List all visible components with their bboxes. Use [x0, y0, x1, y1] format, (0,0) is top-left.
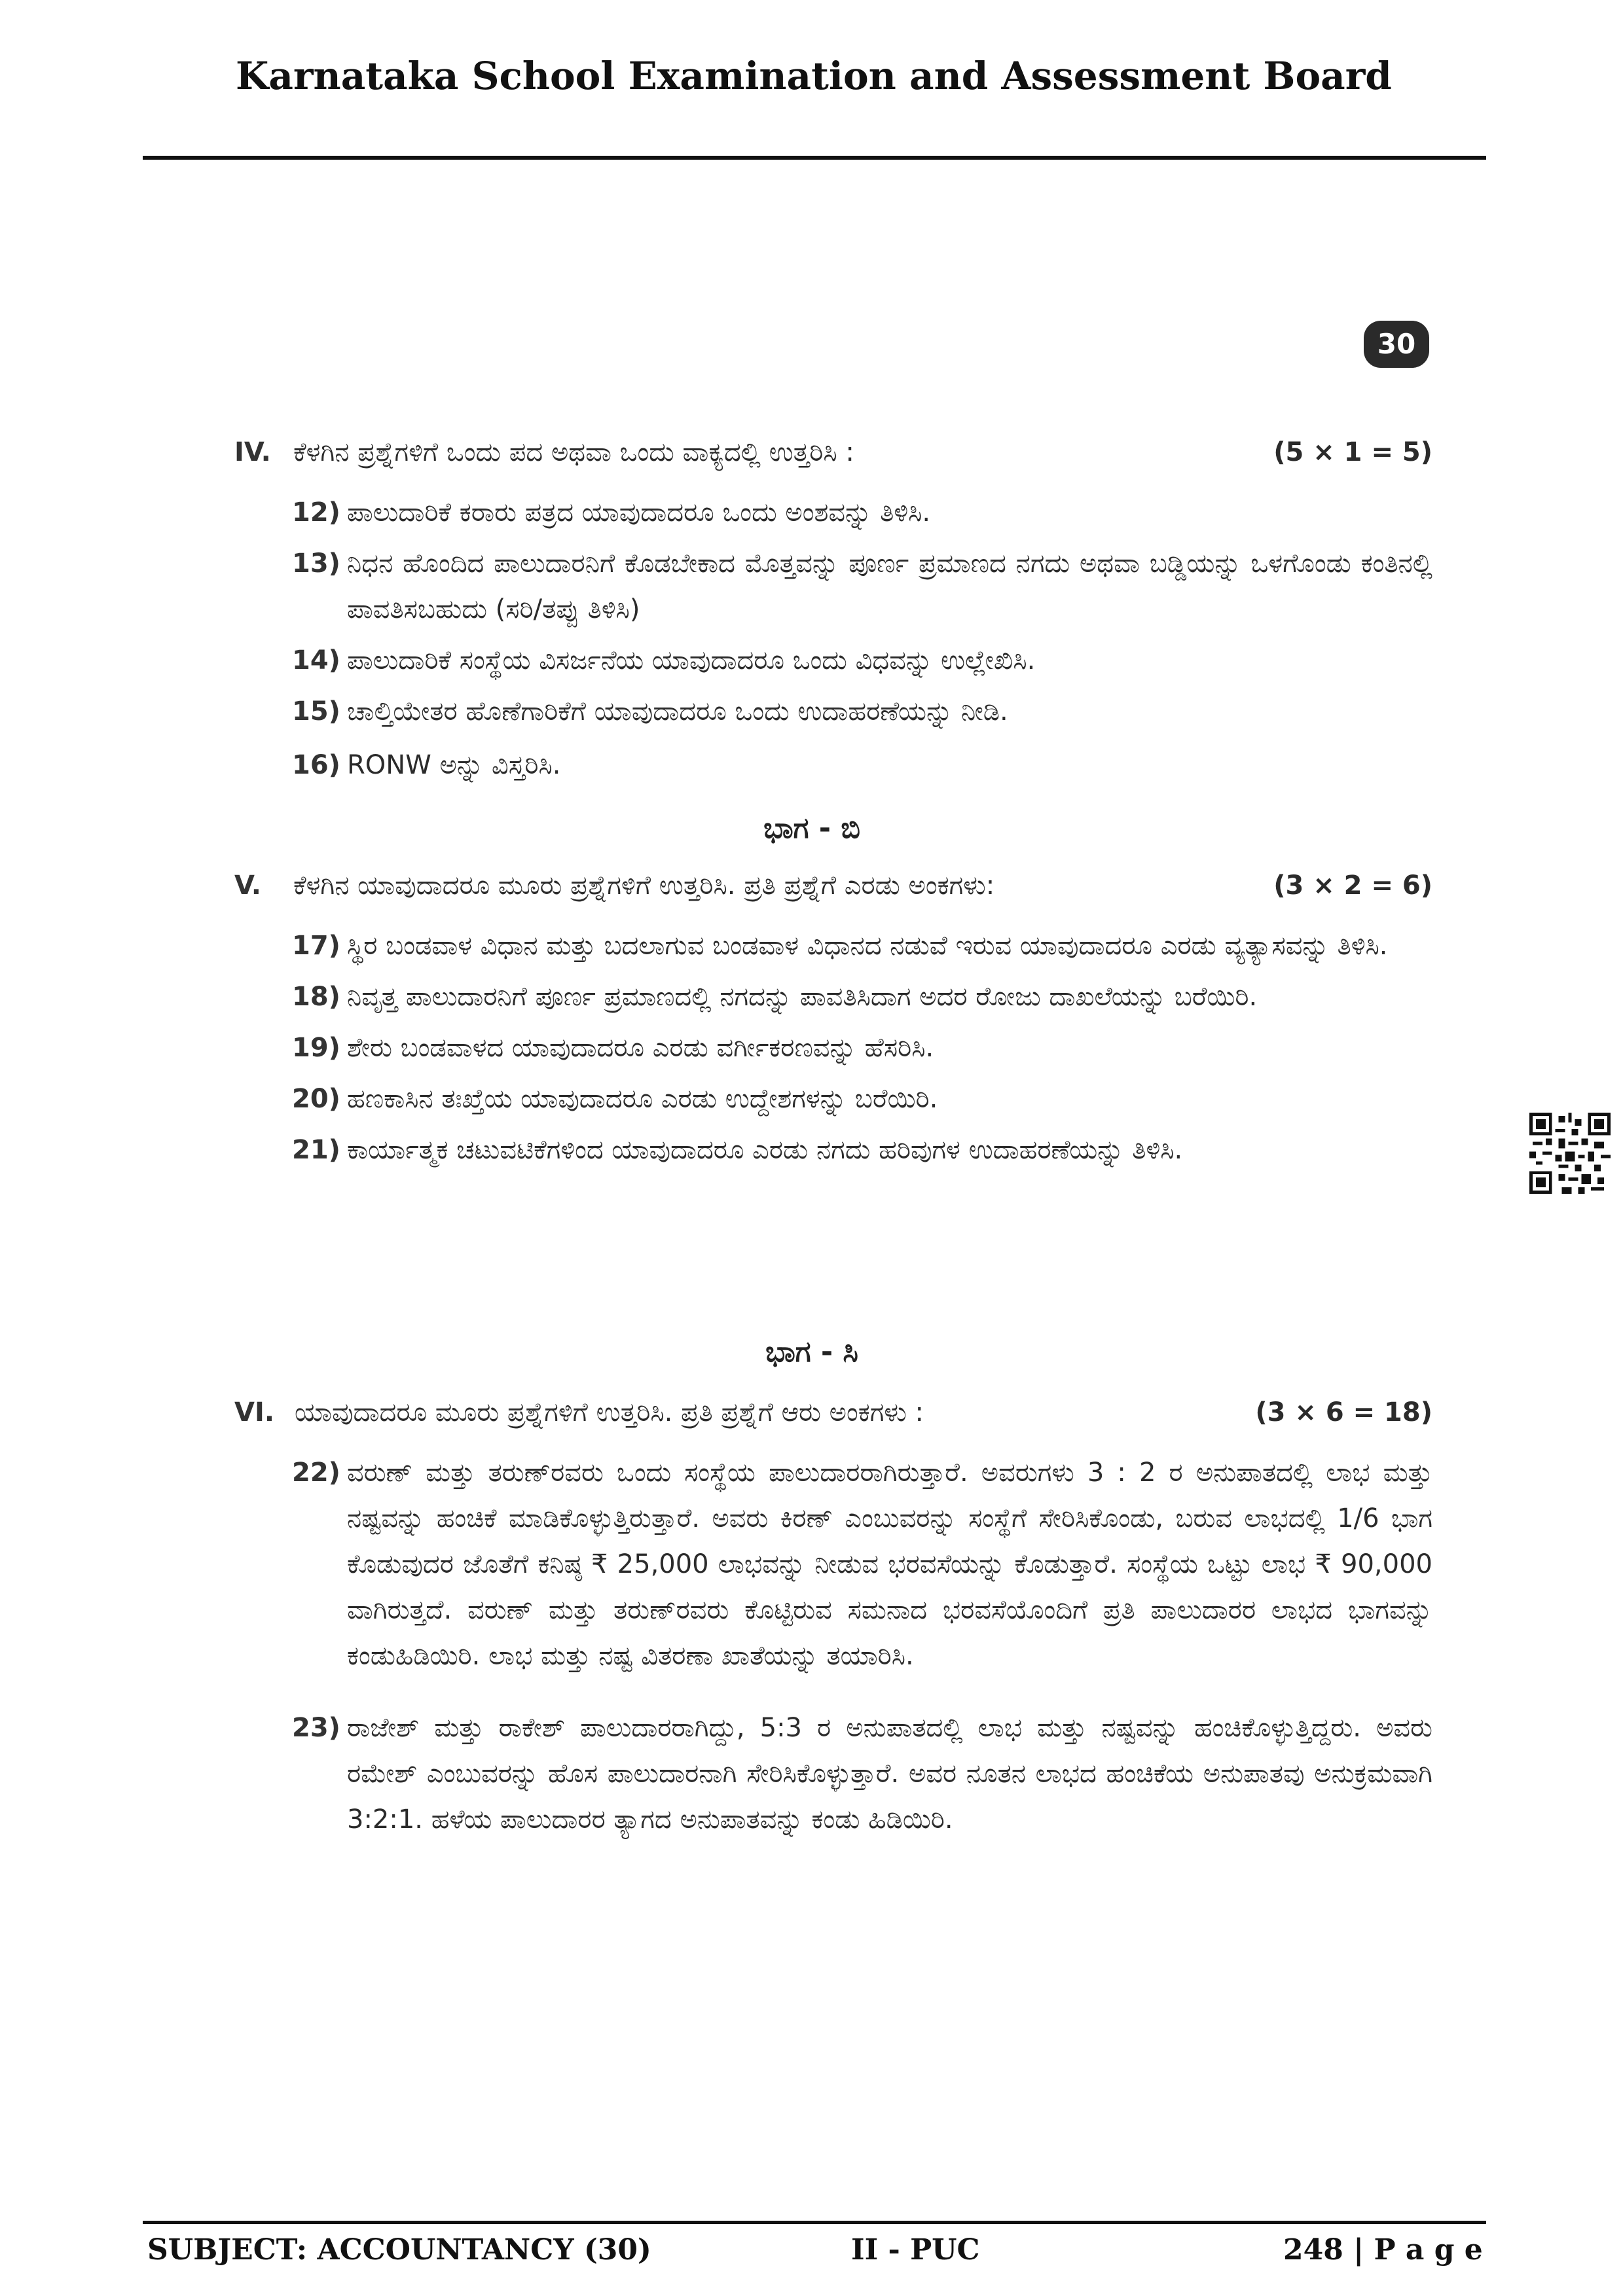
section-vi: [234, 1397, 1432, 1848]
question-number: 15): [292, 696, 340, 726]
section-vi-instruction: ಯಾವುದಾದರೂ ಮೂರು ಪ್ರಶ್ನೆಗಳಿಗೆ ಉತ್ತರಿಸಿ. ಪ್ರತಿ ಪ್ರಶ್ನೆಗೆ ಆರು ಅಂಕಗಳು :: [295, 1397, 924, 1427]
question-text: ಪಾಲುದಾರಿಕೆ ಸಂಸ್ಥೆಯ ವಿಸರ್ಜನೆಯ ಯಾವುದಾದರೂ ಒಂದು ವಿಧವನ್ನು ಉಲ್ಲೇಖಿಸಿ.: [347, 645, 1036, 675]
section-v-marks: (3 × 2 = 6): [1273, 870, 1432, 901]
part-c-heading: ಭಾಗ - ಸಿ: [765, 1335, 858, 1369]
board-title: Karnataka School Examination and Assessment Board: [236, 54, 1392, 98]
question-23: [234, 1705, 1432, 1842]
question-text: ರಾಜೇಶ್ ಮತ್ತು ರಾಕೇಶ್ ಪಾಲುದಾರರಾಗಿದ್ದು, 5:3 ರ ಅನುಪಾತದಲ್ಲಿ ಲಾಭ ಮತ್ತು ನಷ್ಟವನ್ನು ಹಂಚಿಕೊಳ್ಳುತ್ತಿದ್ದರು. ಅವರು ರಮೇಶ್ ಎಂಬುವರನ್ನು ಹೊಸ ಪಾಲುದಾರನಾಗಿ ಸೇರಿಸಿಕೊಳ್ಳುತ್ತಾರೆ. ಅವರ ನೂತನ ಲಾಭದ ಹಂಚಿಕೆಯ ಅನುಪಾತವು ಅನುಕ್ರಮವಾಗಿ 3:2:1. ಹಳೆಯ ಪಾಲುದಾರರ ತ್ಯಾಗದ ಅನುಪಾತವನ್ನು ಕಂಡು ಹಿಡಿಯಿರಿ.: [347, 1713, 1432, 1835]
question-12: [234, 490, 1432, 535]
question-text: ನಿಧನ ಹೊಂದಿದ ಪಾಲುದಾರನಿಗೆ ಕೊಡಬೇಕಾದ ಮೊತ್ತವನ್ನು ಪೂರ್ಣ ಪ್ರಮಾಣದ ನಗದು ಅಥವಾ ಬಡ್ಡಿಯನ್ನು ಒಳಗೊಂಡು ಕಂತಿನಲ್ಲಿ ಪಾವತಿಸಬಹುದು (ಸರಿ/ತಪ್ಪು ತಿಳಿಸಿ): [347, 548, 1432, 624]
footer-subject: SUBJECT: ACCOUNTANCY (30): [147, 2233, 651, 2267]
section-v-instruction: ಕೆಳಗಿನ ಯಾವುದಾದರೂ ಮೂರು ಪ್ರಶ್ನೆಗಳಿಗೆ ಉತ್ತರಿಸಿ. ಪ್ರತಿ ಪ್ರಶ್ನೆಗೆ ಎರಡು ಅಂಕಗಳು:: [293, 870, 995, 901]
question-number: 18): [292, 982, 340, 1012]
question-text: ಚಾಲ್ತಿಯೇತರ ಹೊಣೆಗಾರಿಕೆಗೆ ಯಾವುದಾದರೂ ಒಂದು ಉದಾಹರಣೆಯನ್ನು ನೀಡಿ.: [347, 696, 1008, 726]
question-number: 17): [292, 931, 340, 961]
footer-class: II - PUC: [851, 2233, 980, 2267]
question-14: [234, 637, 1432, 683]
question-number: 23): [292, 1713, 340, 1743]
section-vi-marks: (3 × 6 = 18): [1255, 1397, 1432, 1427]
question-number: 21): [292, 1135, 340, 1165]
section-vi-roman: VI.: [234, 1397, 275, 1427]
question-text: ಹಣಕಾಸಿನ ತಃಖ್ತೆಯ ಯಾವುದಾದರೂ ಎರಡು ಉದ್ದೇಶಗಳನ್ನು ಬರೆಯಿರಿ.: [347, 1084, 938, 1114]
question-text: ಕಾರ್ಯಾತ್ಮಕ ಚಟುವಟಿಕೆಗಳಿಂದ ಯಾವುದಾದರೂ ಎರಡು ನಗದು ಹರಿವುಗಳ ಉದಾಹರಣೆಯನ್ನು ತಿಳಿಸಿ.: [347, 1135, 1183, 1165]
question-text: RONW ಅನ್ನು ವಿಸ್ತರಿಸಿ.: [347, 750, 561, 780]
subject-code-badge: 30: [1364, 321, 1429, 368]
section-iv-instruction: ಕೆಳಗಿನ ಪ್ರಶ್ನೆಗಳಿಗೆ ಒಂದು ಪದ ಅಥವಾ ಒಂದು ವಾಕ್ಯದಲ್ಲಿ ಉತ್ತರಿಸಿ :: [293, 437, 854, 467]
section-v: [234, 870, 1432, 1178]
question-20: [234, 1076, 1432, 1122]
question-text: ಸ್ಥಿರ ಬಂಡವಾಳ ವಿಧಾನ ಮತ್ತು ಬದಲಾಗುವ ಬಂಡವಾಳ ವಿಧಾನದ ನಡುವೆ ಇರುವ ಯಾವುದಾದರೂ ಎರಡು ವ್ಯತ್ಯಾಸವನ್ನು ತಿಳಿಸಿ.: [347, 931, 1388, 961]
question-number: 22): [292, 1458, 340, 1488]
question-number: 20): [292, 1084, 340, 1114]
qr-code: [1529, 1113, 1611, 1194]
section-iv-header: [234, 437, 1432, 490]
question-text: ವರುಣ್ ಮತ್ತು ತರುಣ್‌ರವರು ಒಂದು ಸಂಸ್ಥೆಯ ಪಾಲುದಾರರಾಗಿರುತ್ತಾರೆ. ಅವರುಗಳು 3 : 2 ರ ಅನುಪಾತದಲ್ಲಿ ಲಾಭ ಮತ್ತು ನಷ್ಟವನ್ನು ಹಂಚಿಕೆ ಮಾಡಿಕೊಳ್ಳುತ್ತಿರುತ್ತಾರೆ. ಅವರು ಕಿರಣ್ ಎಂಬುವರನ್ನು ಸಂಸ್ಥೆಗೆ ಸೇರಿಸಿಕೊಂಡು, ಬರುವ ಲಾಭದಲ್ಲಿ 1/6 ಭಾಗ ಕೊಡುವುದರ ಜೊತೆಗೆ ಕನಿಷ್ಠ ₹ 25,000 ಲಾಭವನ್ನು ನೀಡುವ ಭರವಸೆಯನ್ನು ಕೊಡುತ್ತಾರೆ. ಸಂಸ್ಥೆಯ ಒಟ್ಟು ಲಾಭ ₹ 90,000 ವಾಗಿರುತ್ತದೆ. ವರುಣ್ ಮತ್ತು ತರುಣ್‌ರವರು ಕೊಟ್ಟಿರುವ ಸಮನಾದ ಭರವಸೆಯೊಂದಿಗೆ ಪ್ರತಿ ಪಾಲುದಾರರ ಲಾಭದ ಭಾಗವನ್ನು ಕಂಡುಹಿಡಿಯಿರಿ. ಲಾಭ ಮತ್ತು ನಷ್ಟ ವಿತರಣಾ ಖಾತೆಯನ್ನು ತಯಾರಿಸಿ.: [347, 1458, 1432, 1671]
question-18: [234, 974, 1432, 1020]
question-13: [234, 541, 1432, 632]
section-iv-roman: IV.: [234, 437, 271, 467]
question-text: ಶೇರು ಬಂಡವಾಳದ ಯಾವುದಾದರೂ ಎರಡು ವರ್ಗೀಕರಣವನ್ನು ಹೆಸರಿಸಿ.: [347, 1033, 934, 1063]
question-text: ನಿವೃತ್ತ ಪಾಲುದಾರನಿಗೆ ಪೂರ್ಣ ಪ್ರಮಾಣದಲ್ಲಿ ನಗದನ್ನು ಪಾವತಿಸಿದಾಗ ಅದರ ರೋಜು ದಾಖಲೆಯನ್ನು ಬರೆಯಿರಿ.: [347, 982, 1258, 1012]
part-b-heading: ಭಾಗ - ಬಿ: [763, 812, 860, 845]
section-iv: [234, 437, 1432, 793]
section-v-header: [234, 870, 1432, 923]
question-number: 16): [292, 750, 340, 780]
question-17: [234, 923, 1432, 969]
section-vi-header: [234, 1397, 1432, 1450]
question-number: 13): [292, 548, 340, 579]
question-21: [234, 1127, 1432, 1173]
question-22: [234, 1450, 1432, 1679]
question-15: [234, 689, 1432, 734]
footer-divider: [143, 2221, 1486, 2224]
question-number: 19): [292, 1033, 340, 1063]
section-iv-marks: (5 × 1 = 5): [1273, 437, 1432, 467]
question-number: 12): [292, 497, 340, 528]
question-16: [234, 742, 1432, 788]
header-divider: [143, 156, 1486, 160]
section-v-roman: V.: [234, 870, 261, 901]
question-number: 14): [292, 645, 340, 675]
footer-page-number: 248 | P a g e: [1283, 2233, 1483, 2267]
question-19: [234, 1025, 1432, 1071]
question-text: ಪಾಲುದಾರಿಕೆ ಕರಾರು ಪತ್ರದ ಯಾವುದಾದರೂ ಒಂದು ಅಂಶವನ್ನು ತಿಳಿಸಿ.: [347, 497, 931, 528]
